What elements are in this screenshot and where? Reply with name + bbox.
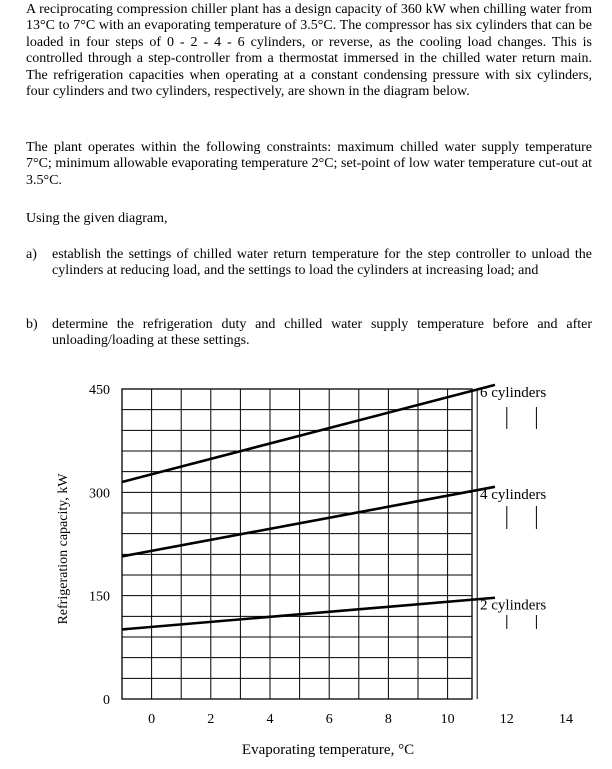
question-b-text: determine the refrigeration duty and chilled water supply temperature before and after unloading/loading at these settings. <box>52 317 592 349</box>
question-b <box>26 317 592 350</box>
question-a-label: a) <box>26 247 37 262</box>
y-tick-labels <box>89 383 110 708</box>
x-tick-label: 0 <box>148 712 156 727</box>
x-tick-label: 10 <box>440 712 455 727</box>
question-b-label: b) <box>26 317 38 332</box>
question-a <box>26 247 592 280</box>
series-label: 6 cylinders <box>480 384 547 401</box>
question-a-text: establish the settings of chilled water return temperature for the step controller to unload the cylinders at reducing load, and the settings to load the cylinders at increasing load; and <box>52 247 592 279</box>
series-line <box>122 598 495 630</box>
y-tick-label: 150 <box>89 589 110 605</box>
using-diagram-line: Using the given diagram, <box>26 211 168 226</box>
series-label: 4 cylinders <box>480 486 547 503</box>
x-tick-label: 4 <box>266 712 274 727</box>
problem-constraints: The plant operates within the following constraints: maximum chilled water supply temperature 7°C; minimum allowable evaporating temperature 2°C; set-point of low water temperature cut-out at 3.5°C. <box>26 140 592 188</box>
x-tick-label: 6 <box>325 712 333 727</box>
grid-vertical <box>152 389 537 699</box>
x-tick-label: 2 <box>207 712 215 727</box>
series-line <box>122 385 495 482</box>
x-axis-label: Evaporating temperature, °C <box>241 742 415 758</box>
x-tick-label: 14 <box>559 712 573 727</box>
x-tick-labels <box>148 712 573 727</box>
x-tick-label: 12 <box>499 712 514 727</box>
y-tick-label: 0 <box>103 693 110 708</box>
series-line <box>122 487 495 557</box>
x-tick-label: 8 <box>384 712 392 727</box>
y-tick-label: 450 <box>89 383 110 398</box>
y-tick-label: 300 <box>89 486 110 502</box>
problem-intro: A reciprocating compression chiller plant has a design capacity of 360 kW when chilling water from 13°C to 7°C with an evaporating temperature of 3.5°C. The compressor has six cylinders that can be loaded in four steps of 0 - 2 - 4 - 6 cylinders, or reverse, as the cooling load changes. This is controlled through a step-controller from a thermostat immersed in the chilled water return main. The refrigeration capacities when operating at a constant condensing pressure with six cylinders, four cylinders and two cylinders, respectively, are shown in the diagram below. <box>26 2 592 100</box>
capacity-chart <box>0 370 612 769</box>
series-label: 2 cylinders <box>480 597 547 614</box>
series-lines <box>122 385 495 630</box>
y-axis-label: Refrigeration capacity, kW <box>56 473 71 625</box>
